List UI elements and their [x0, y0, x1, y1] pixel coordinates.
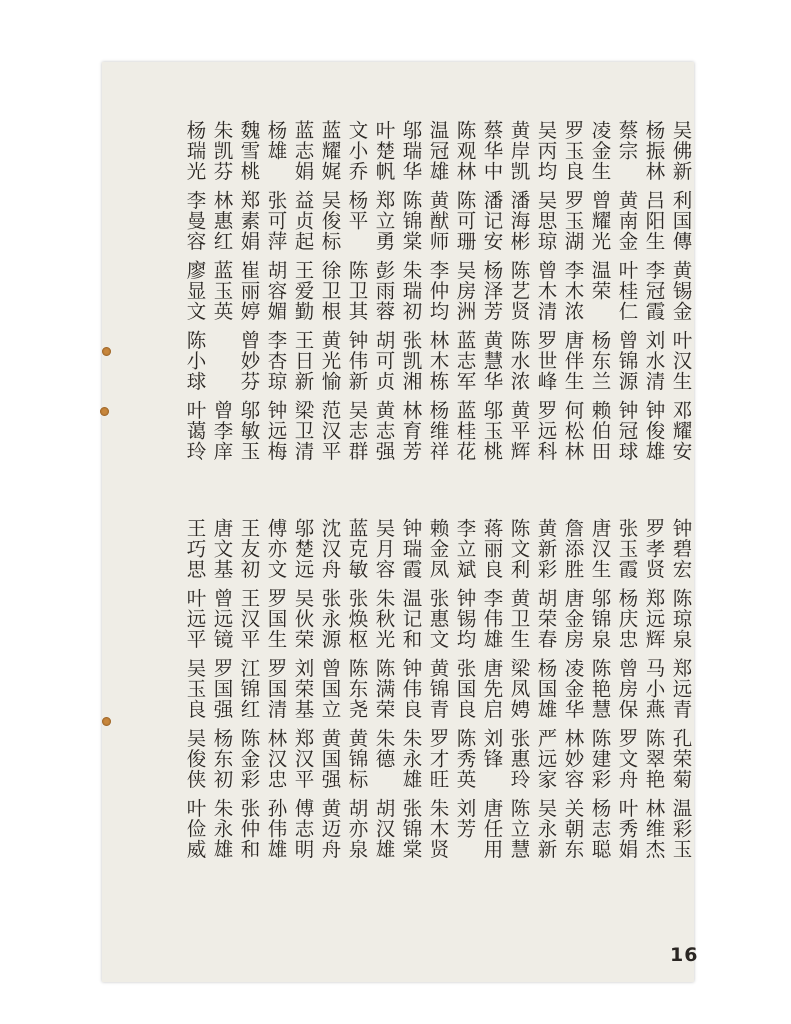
name-column [505, 518, 532, 868]
person-name: 吴丙均 [534, 120, 558, 182]
person-name: 潘记安 [480, 190, 504, 252]
person-name: 林维杰 [642, 798, 666, 860]
person-name: 李伟雄 [480, 588, 504, 650]
person-name: 文小乔 [345, 120, 369, 182]
person-name: 罗国强 [210, 658, 234, 720]
person-name: 陈秀英 [453, 728, 477, 790]
name-column [478, 120, 505, 470]
document-page [102, 62, 699, 982]
person-name: 叶蔼玲 [183, 400, 207, 462]
person-name: 罗世峰 [534, 330, 558, 392]
name-column [640, 518, 667, 868]
person-name: 黄卫生 [507, 588, 531, 650]
person-name: 张仲和 [237, 798, 261, 860]
person-name: 王爱勤 [291, 260, 315, 322]
name-column [262, 518, 289, 868]
person-name: 黄岸凯 [507, 120, 531, 182]
person-name: 陈琼泉 [669, 588, 693, 650]
person-name: 黄锦标 [345, 728, 369, 790]
person-name: 吴伙荣 [291, 588, 315, 650]
person-name: 赖伯田 [588, 400, 612, 462]
name-column [478, 518, 505, 868]
person-name: 黄南金 [615, 190, 639, 252]
name-column [667, 518, 694, 868]
person-name: 钟伟良 [399, 658, 423, 720]
person-name: 林妙容 [561, 728, 585, 790]
person-name: 叶桂仁 [615, 260, 639, 322]
person-name: 蔡华中 [480, 120, 504, 182]
person-name: 吴永新 [534, 798, 558, 860]
person-name: 曾远镜 [210, 588, 234, 650]
name-column [343, 518, 370, 868]
person-name: 李立斌 [453, 518, 477, 580]
person-name: 刘芳 [453, 798, 477, 839]
person-name: 吴玉良 [183, 658, 207, 720]
person-name: 杨雄 [264, 120, 288, 161]
person-name: 唐汉生 [588, 518, 612, 580]
person-name: 潘海彬 [507, 190, 531, 252]
name-column [316, 120, 343, 470]
name-column [343, 120, 370, 470]
person-name: 陈翠艳 [642, 728, 666, 790]
person-name: 张永源 [318, 588, 342, 650]
person-name: 蓝玉英 [210, 260, 234, 322]
person-name: 蓝克敏 [345, 518, 369, 580]
person-name: 曾国立 [318, 658, 342, 720]
person-name: 唐先启 [480, 658, 504, 720]
person-name: 曾房保 [615, 658, 639, 720]
person-name: 黄猷师 [426, 190, 450, 252]
person-name: 黄慧华 [480, 330, 504, 392]
person-name: 钟锡均 [453, 588, 477, 650]
person-name: 梁凤娉 [507, 658, 531, 720]
person-name: 吕阳生 [642, 190, 666, 252]
person-name: 黄志强 [372, 400, 396, 462]
person-name: 马小燕 [642, 658, 666, 720]
person-name: 邬楚远 [291, 518, 315, 580]
person-name: 杨平 [345, 190, 369, 231]
person-name: 陈文利 [507, 518, 531, 580]
name-column [235, 120, 262, 470]
person-name: 刘荣基 [291, 658, 315, 720]
person-name: 王汉平 [237, 588, 261, 650]
name-column [613, 120, 640, 470]
name-column [424, 518, 451, 868]
person-name: 曾耀光 [588, 190, 612, 252]
person-name: 吴房洲 [453, 260, 477, 322]
person-name: 王巧思 [183, 518, 207, 580]
person-name: 郑远青 [669, 658, 693, 720]
name-column [181, 120, 208, 470]
person-name: 杨瑞光 [183, 120, 207, 182]
person-name: 邬玉桃 [480, 400, 504, 462]
person-name: 江锦红 [237, 658, 261, 720]
person-name: 蓝桂花 [453, 400, 477, 462]
person-name: 蒋丽良 [480, 518, 504, 580]
person-name: 杨志聪 [588, 798, 612, 860]
person-name: 郑素娟 [237, 190, 261, 252]
person-name: 郑立勇 [372, 190, 396, 252]
person-name: 吴佛新 [669, 120, 693, 182]
binding-hole [102, 347, 111, 356]
person-name: 蓝耀娓 [318, 120, 342, 182]
person-name: 林木栋 [426, 330, 450, 392]
person-name: 张惠文 [426, 588, 450, 650]
person-name: 叶远平 [183, 588, 207, 650]
person-name: 凌金华 [561, 658, 585, 720]
name-column [289, 518, 316, 868]
person-name: 陈小球 [183, 330, 207, 392]
name-column [208, 518, 235, 868]
person-name: 王友初 [237, 518, 261, 580]
name-column [559, 518, 586, 868]
person-name: 陈观林 [453, 120, 477, 182]
person-name: 朱瑞初 [399, 260, 423, 322]
person-name: 杨维祥 [426, 400, 450, 462]
person-name: 罗玉良 [561, 120, 585, 182]
name-column [370, 120, 397, 470]
person-name: 王日新 [291, 330, 315, 392]
person-name: 黄锡金 [669, 260, 693, 322]
person-name: 詹添胜 [561, 518, 585, 580]
person-name: 邓耀安 [669, 400, 693, 462]
person-name: 邬敏玉 [237, 400, 261, 462]
person-name: 傅亦文 [264, 518, 288, 580]
person-name: 刘锋 [480, 728, 504, 769]
person-name: 钟伟新 [345, 330, 369, 392]
person-name: 温冠雄 [426, 120, 450, 182]
person-name: 杨泽芳 [480, 260, 504, 322]
person-name: 杨东兰 [588, 330, 612, 392]
person-name: 唐任用 [480, 798, 504, 860]
name-column [451, 120, 478, 470]
person-name: 李仲均 [426, 260, 450, 322]
person-name: 张惠玲 [507, 728, 531, 790]
name-column [235, 518, 262, 868]
person-name: 朱永雄 [399, 728, 423, 790]
person-name: 胡容媚 [264, 260, 288, 322]
person-name: 李杏琼 [264, 330, 288, 392]
name-list-top [181, 120, 694, 470]
person-name: 唐文基 [210, 518, 234, 580]
person-name: 钟碧宏 [669, 518, 693, 580]
person-name: 罗孝贤 [642, 518, 666, 580]
person-name: 黄新彩 [534, 518, 558, 580]
person-name: 钟远梅 [264, 400, 288, 462]
person-name: 邬瑞华 [399, 120, 423, 182]
person-name: 朱德 [372, 728, 396, 769]
person-name: 胡汉雄 [372, 798, 396, 860]
person-name: 曾妙芬 [237, 330, 261, 392]
person-name: 陈满荣 [372, 658, 396, 720]
binding-hole [100, 407, 109, 416]
person-name: 罗玉湖 [561, 190, 585, 252]
page-number: 16 [670, 944, 699, 966]
person-name: 蓝志娟 [291, 120, 315, 182]
person-name: 吴月容 [372, 518, 396, 580]
person-name: 林育芳 [399, 400, 423, 462]
person-name: 胡亦泉 [345, 798, 369, 860]
person-name: 张国良 [453, 658, 477, 720]
person-name: 李木浓 [561, 260, 585, 322]
person-name: 魏雪桃 [237, 120, 261, 182]
person-name: 徐卫根 [318, 260, 342, 322]
person-name: 温彩玉 [669, 798, 693, 860]
name-column [316, 518, 343, 868]
person-name: 陈可珊 [453, 190, 477, 252]
person-name: 凌金生 [588, 120, 612, 182]
person-name: 叶俭威 [183, 798, 207, 860]
person-name: 利国傳 [669, 190, 693, 252]
person-name: 张玉霞 [615, 518, 639, 580]
name-column [532, 120, 559, 470]
name-column [532, 518, 559, 868]
person-name: 曾李庠 [210, 400, 234, 462]
person-name: 陈卫其 [345, 260, 369, 322]
binding-hole [102, 717, 111, 726]
person-name: 叶秀娟 [615, 798, 639, 860]
person-name: 黄迈舟 [318, 798, 342, 860]
person-name: 黄锦青 [426, 658, 450, 720]
name-column [667, 120, 694, 470]
person-name: 黄平辉 [507, 400, 531, 462]
name-column [640, 120, 667, 470]
person-name: 陈东尧 [345, 658, 369, 720]
person-name: 吴思琼 [534, 190, 558, 252]
person-name: 张焕枢 [345, 588, 369, 650]
person-name: 张可萍 [264, 190, 288, 252]
person-name: 赖金凤 [426, 518, 450, 580]
person-name: 沈汉舟 [318, 518, 342, 580]
person-name: 崔丽婷 [237, 260, 261, 322]
person-name: 叶楚帆 [372, 120, 396, 182]
person-name: 曾木清 [534, 260, 558, 322]
person-name: 唐伴生 [561, 330, 585, 392]
person-name: 陈金彩 [237, 728, 261, 790]
person-name: 孙伟雄 [264, 798, 288, 860]
person-name: 吴俊侠 [183, 728, 207, 790]
name-column [208, 120, 235, 470]
person-name: 黄国强 [318, 728, 342, 790]
name-column [613, 518, 640, 868]
person-name: 吴俊标 [318, 190, 342, 252]
person-name: 廖显文 [183, 260, 207, 322]
person-name: 彭雨蓉 [372, 260, 396, 322]
person-name: 李冠霞 [642, 260, 666, 322]
person-name: 范汉平 [318, 400, 342, 462]
person-name: 胡荣春 [534, 588, 558, 650]
person-name: 黄光愉 [318, 330, 342, 392]
name-column [559, 120, 586, 470]
person-name: 胡可贞 [372, 330, 396, 392]
person-name: 林汉忠 [264, 728, 288, 790]
name-column [289, 120, 316, 470]
person-name: 郑远辉 [642, 588, 666, 650]
person-name: 叶汉生 [669, 330, 693, 392]
person-name: 罗国清 [264, 658, 288, 720]
person-name: 温荣 [588, 260, 612, 301]
name-column [181, 518, 208, 868]
person-name: 蓝志军 [453, 330, 477, 392]
person-name: 温记和 [399, 588, 423, 650]
person-name: 罗文舟 [615, 728, 639, 790]
name-column [370, 518, 397, 868]
person-name: 杨振林 [642, 120, 666, 182]
person-name: 钟冠球 [615, 400, 639, 462]
name-column [505, 120, 532, 470]
person-name: 郑汉平 [291, 728, 315, 790]
person-name: 钟俊雄 [642, 400, 666, 462]
person-name: 朱凯芬 [210, 120, 234, 182]
person-name: 陈艺贤 [507, 260, 531, 322]
person-name: 梁卫清 [291, 400, 315, 462]
person-name: 陈锦棠 [399, 190, 423, 252]
person-name: 邬锦泉 [588, 588, 612, 650]
person-name: 关朝东 [561, 798, 585, 860]
person-name: 罗才旺 [426, 728, 450, 790]
person-name: 傅志明 [291, 798, 315, 860]
name-column [397, 120, 424, 470]
name-column [451, 518, 478, 868]
person-name: 陈艳慧 [588, 658, 612, 720]
person-name: 陈立慧 [507, 798, 531, 860]
name-list-bottom [181, 518, 694, 868]
person-name: 罗远科 [534, 400, 558, 462]
person-name: 朱永雄 [210, 798, 234, 860]
person-name: 曾锦源 [615, 330, 639, 392]
name-column [397, 518, 424, 868]
person-name: 何松林 [561, 400, 585, 462]
person-name: 张凯湘 [399, 330, 423, 392]
person-name: 孔荣菊 [669, 728, 693, 790]
person-name: 张锦棠 [399, 798, 423, 860]
person-name: 蔡宗 [615, 120, 639, 161]
person-name: 钟瑞霞 [399, 518, 423, 580]
person-name: 陈水浓 [507, 330, 531, 392]
person-name: 朱木贤 [426, 798, 450, 860]
name-column [586, 518, 613, 868]
name-column [586, 120, 613, 470]
person-name: 朱秋光 [372, 588, 396, 650]
person-name: 杨庆忠 [615, 588, 639, 650]
person-name: 益贞起 [291, 190, 315, 252]
person-name: 刘水清 [642, 330, 666, 392]
person-name: 杨东初 [210, 728, 234, 790]
person-name: 唐金房 [561, 588, 585, 650]
name-column [424, 120, 451, 470]
person-name: 林惠红 [210, 190, 234, 252]
person-name: 吴志群 [345, 400, 369, 462]
person-name: 陈建彩 [588, 728, 612, 790]
name-column [262, 120, 289, 470]
person-name: 李曼容 [183, 190, 207, 252]
person-name: 严远家 [534, 728, 558, 790]
person-name: 杨国雄 [534, 658, 558, 720]
person-name: 罗国生 [264, 588, 288, 650]
